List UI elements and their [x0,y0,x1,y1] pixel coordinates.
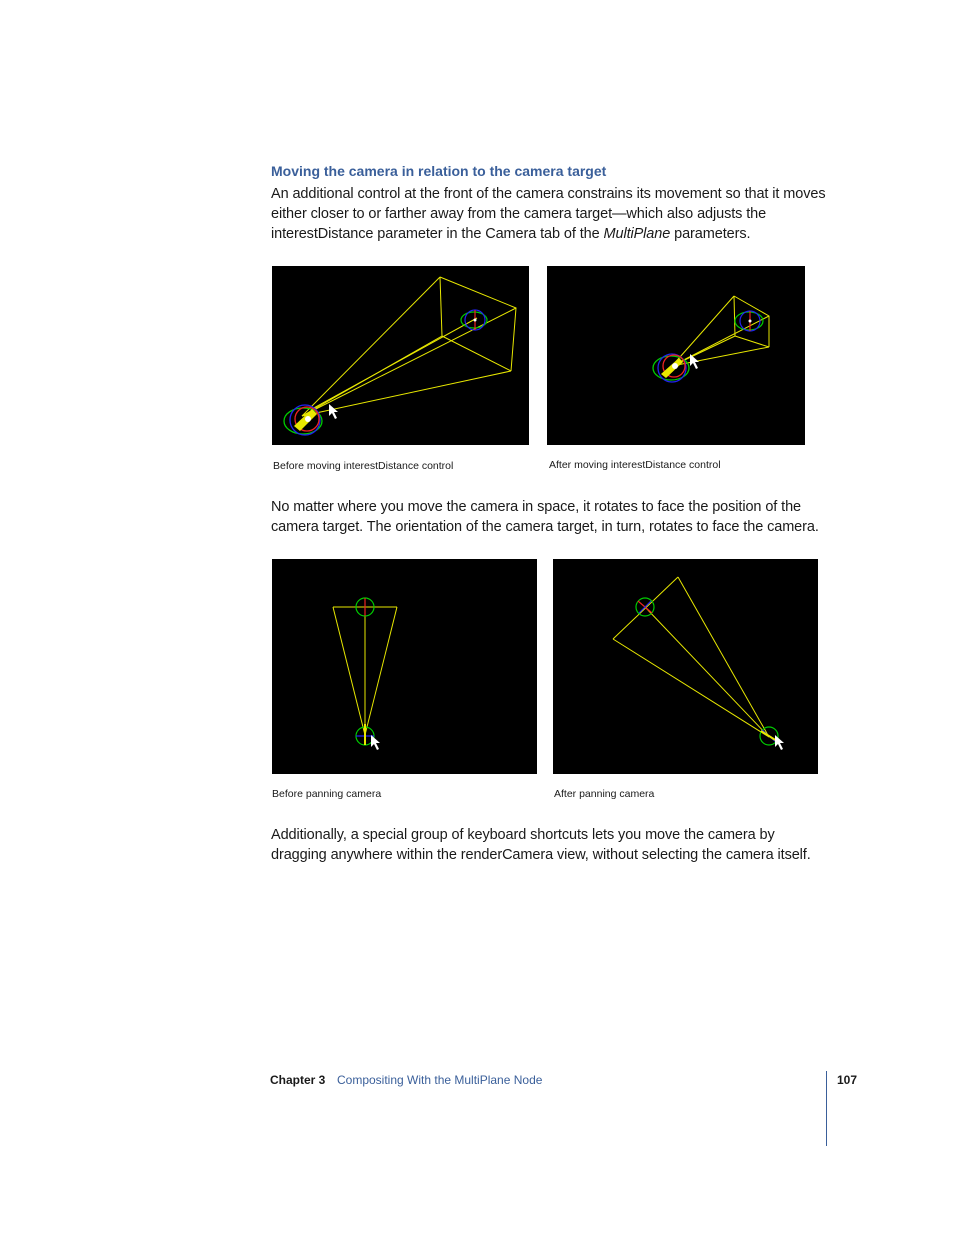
paragraph-emphasis: MultiPlane [603,226,671,242]
figure-after-interest-distance [547,266,805,445]
section-heading: Moving the camera in relation to the camera target [271,163,607,179]
camera-gizmo [284,405,322,435]
camera-gizmo [653,354,689,382]
figure-before-interest-distance [272,266,529,445]
page-number: 107 [837,1073,858,1087]
viewport-render [553,559,818,774]
viewport-render [547,266,805,445]
footer-chapter-title: Compositing With the MultiPlane Node [337,1073,543,1087]
mouse-cursor-icon [690,354,699,369]
figure-caption: After panning camera [554,788,655,800]
viewport-render [272,559,537,774]
paragraph-text: An additional control at the front of the camera constrains its movement so that it moves either closer to or farther away from the camera target—which also adjusts the interestDistance parameter in the Camera tab of the [271,186,826,242]
paragraph-text-end: parameters. [670,226,751,242]
viewport-render [272,266,529,445]
mouse-cursor-icon [371,735,380,750]
figure-after-panning [553,559,818,774]
paragraph-camera-rotation: No matter where you move the camera in space, it rotates to face the position of the camera target. The orientation of the camera target, in turn, rotates to face the camera. [271,499,819,535]
paragraph-interest-distance [271,184,831,244]
paragraph-keyboard-shortcuts: Additionally, a special group of keyboard shortcuts lets you move the camera by dragging anywhere within the renderCamera view, without selecting the camera itself. [271,827,811,863]
camera-target-gizmo [461,310,487,330]
footer-chapter-label: Chapter 3 [270,1073,326,1087]
footer-divider [826,1071,827,1146]
camera-target-gizmo [636,598,654,616]
mouse-cursor-icon [775,735,784,750]
figure-caption: After moving interestDistance control [549,459,721,471]
figure-before-panning [272,559,537,774]
figure-caption: Before moving interestDistance control [273,460,454,472]
figure-caption: Before panning camera [272,788,382,800]
mouse-cursor-icon [329,404,338,419]
